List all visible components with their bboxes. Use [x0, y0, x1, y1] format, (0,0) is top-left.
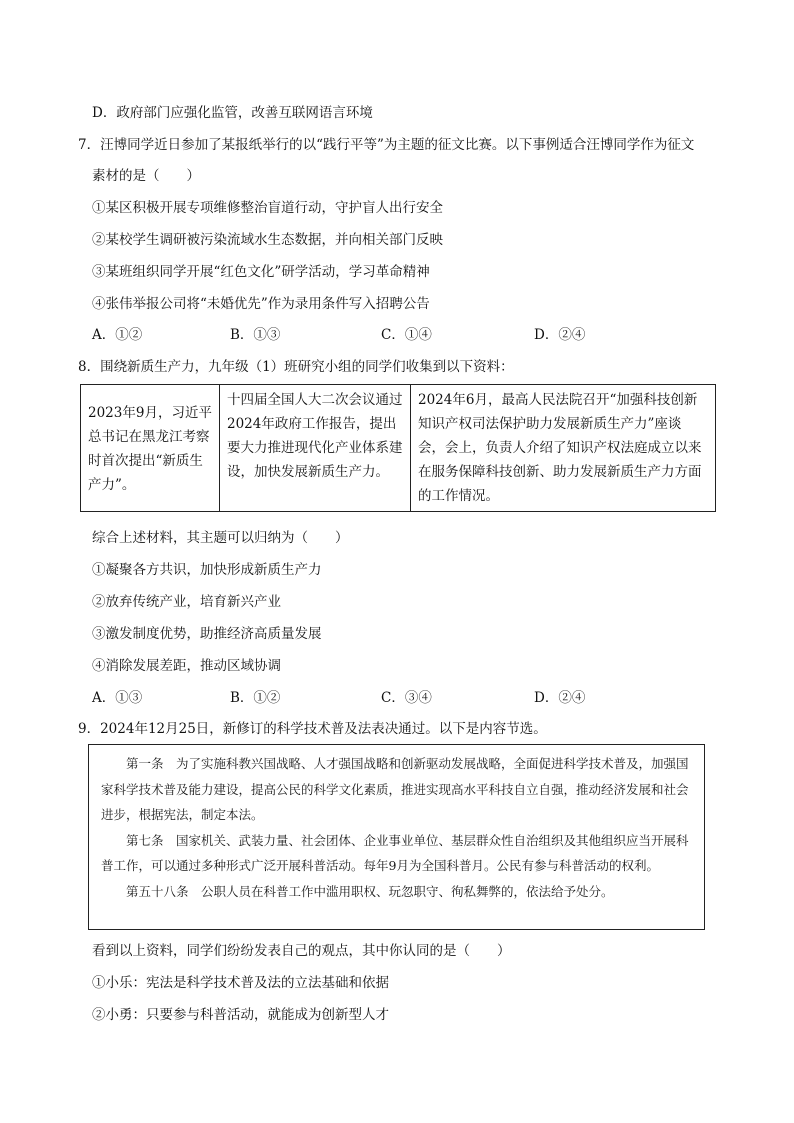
q7-stem-line1: 7．汪博同学近日参加了某报纸举行的以“践行平等”为主题的征文比赛。以下事例适合汪博同学作为征文: [78, 137, 695, 153]
q8-item-1: ①凝聚各方共识，加快形成新质生产力: [92, 562, 322, 578]
q8-question: 综合上述材料，其主题可以归纳为（ ）: [92, 530, 349, 546]
q8-item-2: ②放弃传统产业，培育新兴产业: [92, 594, 281, 610]
q9-item-1: ①小乐：宪法是科学技术普及法的立法基础和依据: [92, 975, 389, 991]
q7-item-1: ①某区积极开展专项维修整治盲道行动，守护盲人出行安全: [92, 200, 443, 216]
q7-option-a: A．①②: [92, 327, 143, 343]
q7-item-3: ③某班组织同学开展“红色文化”研学活动，学习革命精神: [92, 264, 430, 280]
q8-option-c: C．③④: [381, 690, 432, 706]
q7-stem-line2: 素材的是（ ）: [92, 168, 200, 184]
q9-stem: 9．2024年12月25日，新修订的科学技术普及法表决通过。以下是内容节选。: [78, 721, 547, 737]
q8-material-2: 十四届全国人大二次会议通过2024年政府工作报告，提出要大力推进现代化产业体系建设，加快发展新质生产力。: [220, 385, 411, 512]
q7-item-4: ④张伟举报公司将“未婚优先”作为录用条件写入招聘公告: [92, 296, 430, 312]
q8-item-4: ④消除发展差距，推动区域协调: [92, 658, 281, 674]
q8-material-1: 2023年9月，习近平总书记在黑龙江考察时首次提出“新质生产力”。: [81, 385, 220, 512]
q8-material-3: 2024年6月，最高人民法院召开“加强科技创新知识产权司法保护助力发展新质生产力”座谈会，会上，负责人介绍了知识产权法庭成立以来在服务保障科技创新、助力发展新质生产力方面的工作情况。: [411, 385, 716, 512]
q8-item-3: ③激发制度优势，助推经济高质量发展: [92, 626, 322, 642]
q9-question: 看到以上资料，同学们纷纷发表自己的观点，其中你认同的是（ ）: [92, 943, 511, 959]
q7-item-2: ②某校学生调研被污染流域水生态数据，并向相关部门反映: [92, 232, 443, 248]
q8-materials-table: [80, 384, 716, 512]
table-row: [81, 385, 716, 512]
q9-article-1: 第一条 为了实施科教兴国战略、人才强国战略和创新驱动发展战略，全面促进科学技术普及，加强国家科学技术普及能力建设，提高公民的科学文化素质，推进实现高水平科技自立自强，推动经济发展和社会进步，根据宪法，制定本法。: [101, 756, 689, 822]
q9-article-7: 第七条 国家机关、武装力量、社会团体、企业事业单位、基层群众性自治组织及其他组织应当开展科普工作，可以通过多种形式广泛开展科普活动。每年9月为全国科普月。公民有参与科普活动的权利。: [101, 832, 689, 873]
q8-option-d: D．②④: [534, 690, 586, 706]
q9-excerpt-box: [88, 744, 705, 930]
q9-article-58: 第五十八条 公职人员在科普工作中滥用职权、玩忽职守、徇私舞弊的，依法给予处分。: [126, 883, 614, 899]
q7-option-d: D．②④: [534, 327, 586, 343]
q7-option-b: B．①③: [230, 327, 281, 343]
q8-option-b: B．①②: [230, 690, 281, 706]
q8-option-a: A．①③: [92, 690, 143, 706]
q8-stem: 8．围绕新质生产力，九年级（1）班研究小组的同学们收集到以下资料：: [78, 359, 514, 375]
q9-item-2: ②小勇：只要参与科普活动，就能成为创新型人才: [92, 1007, 389, 1023]
q7-option-c: C．①④: [381, 327, 432, 343]
q6-option-d: D．政府部门应强化监管，改善互联网语言环境: [92, 105, 373, 121]
